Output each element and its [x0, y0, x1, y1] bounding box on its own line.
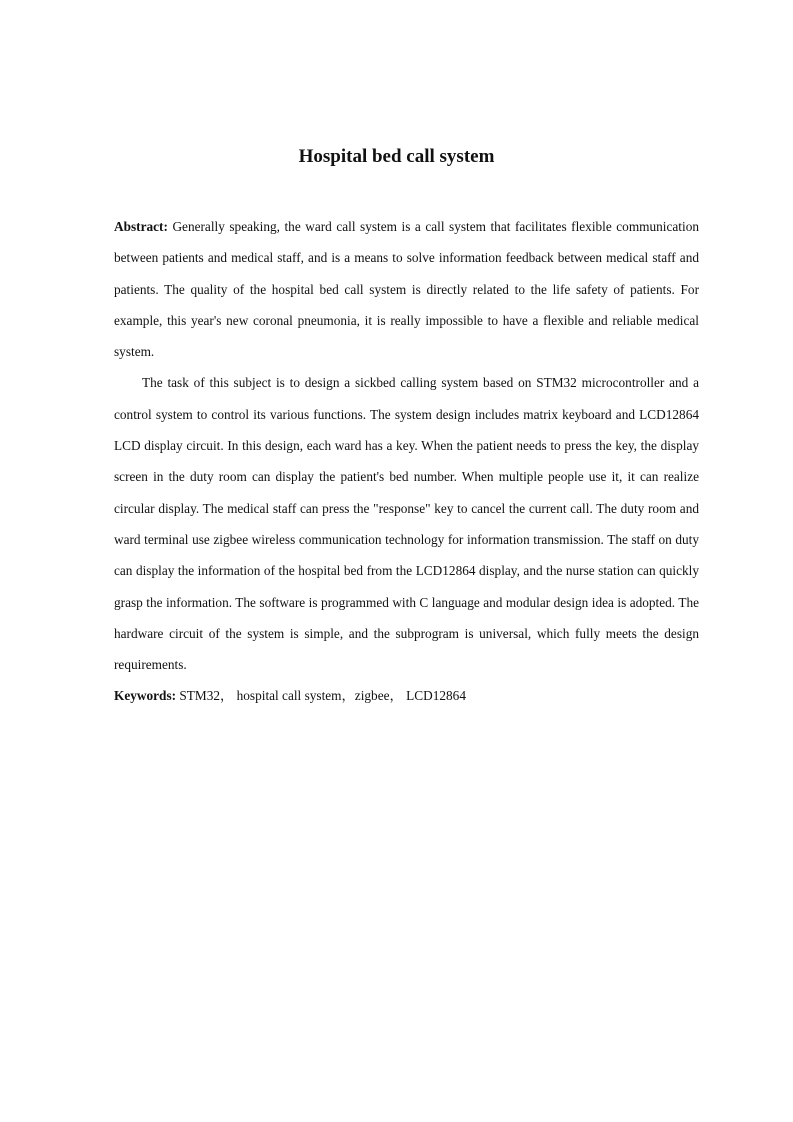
abstract-paragraph: [114, 211, 699, 367]
keywords-line: [114, 680, 699, 711]
abstract-text: Generally speaking, the ward call system is a call system that facilitates flexible communication between patients and medical staff, and is a means to solve information feedback between medical staff and patients. The quality of the hospital bed call system is directly related to the life safety of patients. For example, this year's new coronal pneumonia, it is really impossible to have a flexible and reliable medical system.: [114, 219, 699, 360]
abstract-label: Abstract:: [114, 219, 168, 234]
keywords-text: STM32， hospital call system，zigbee， LCD12864: [176, 688, 466, 704]
document-title: Hospital bed call system: [298, 146, 495, 167]
keywords-label: Keywords:: [114, 688, 177, 704]
task-paragraph: The task of this subject is to design a sickbed calling system based on STM32 microcontroller and a control system to control its various functions. The system design includes matrix keyboard and LCD12864 LCD display circuit. In this design, each ward has a key. When the patient needs to press the key, the display screen in the duty room can display the patient's bed number. When multiple people use it, it can realize circular display. The medical staff can press the "response" key to cancel the current call. The duty room and ward terminal use zigbee wireless communication technology for information transmission. The staff on duty can display the information of the hospital bed from the LCD12864 display, and the nurse station can quickly grasp the information. The software is programmed with C language and modular design idea is adopted. The hardware circuit of the system is simple, and the subprogram is universal, which fully meets the design requirements.: [114, 375, 699, 673]
abstract-section: [114, 211, 699, 712]
